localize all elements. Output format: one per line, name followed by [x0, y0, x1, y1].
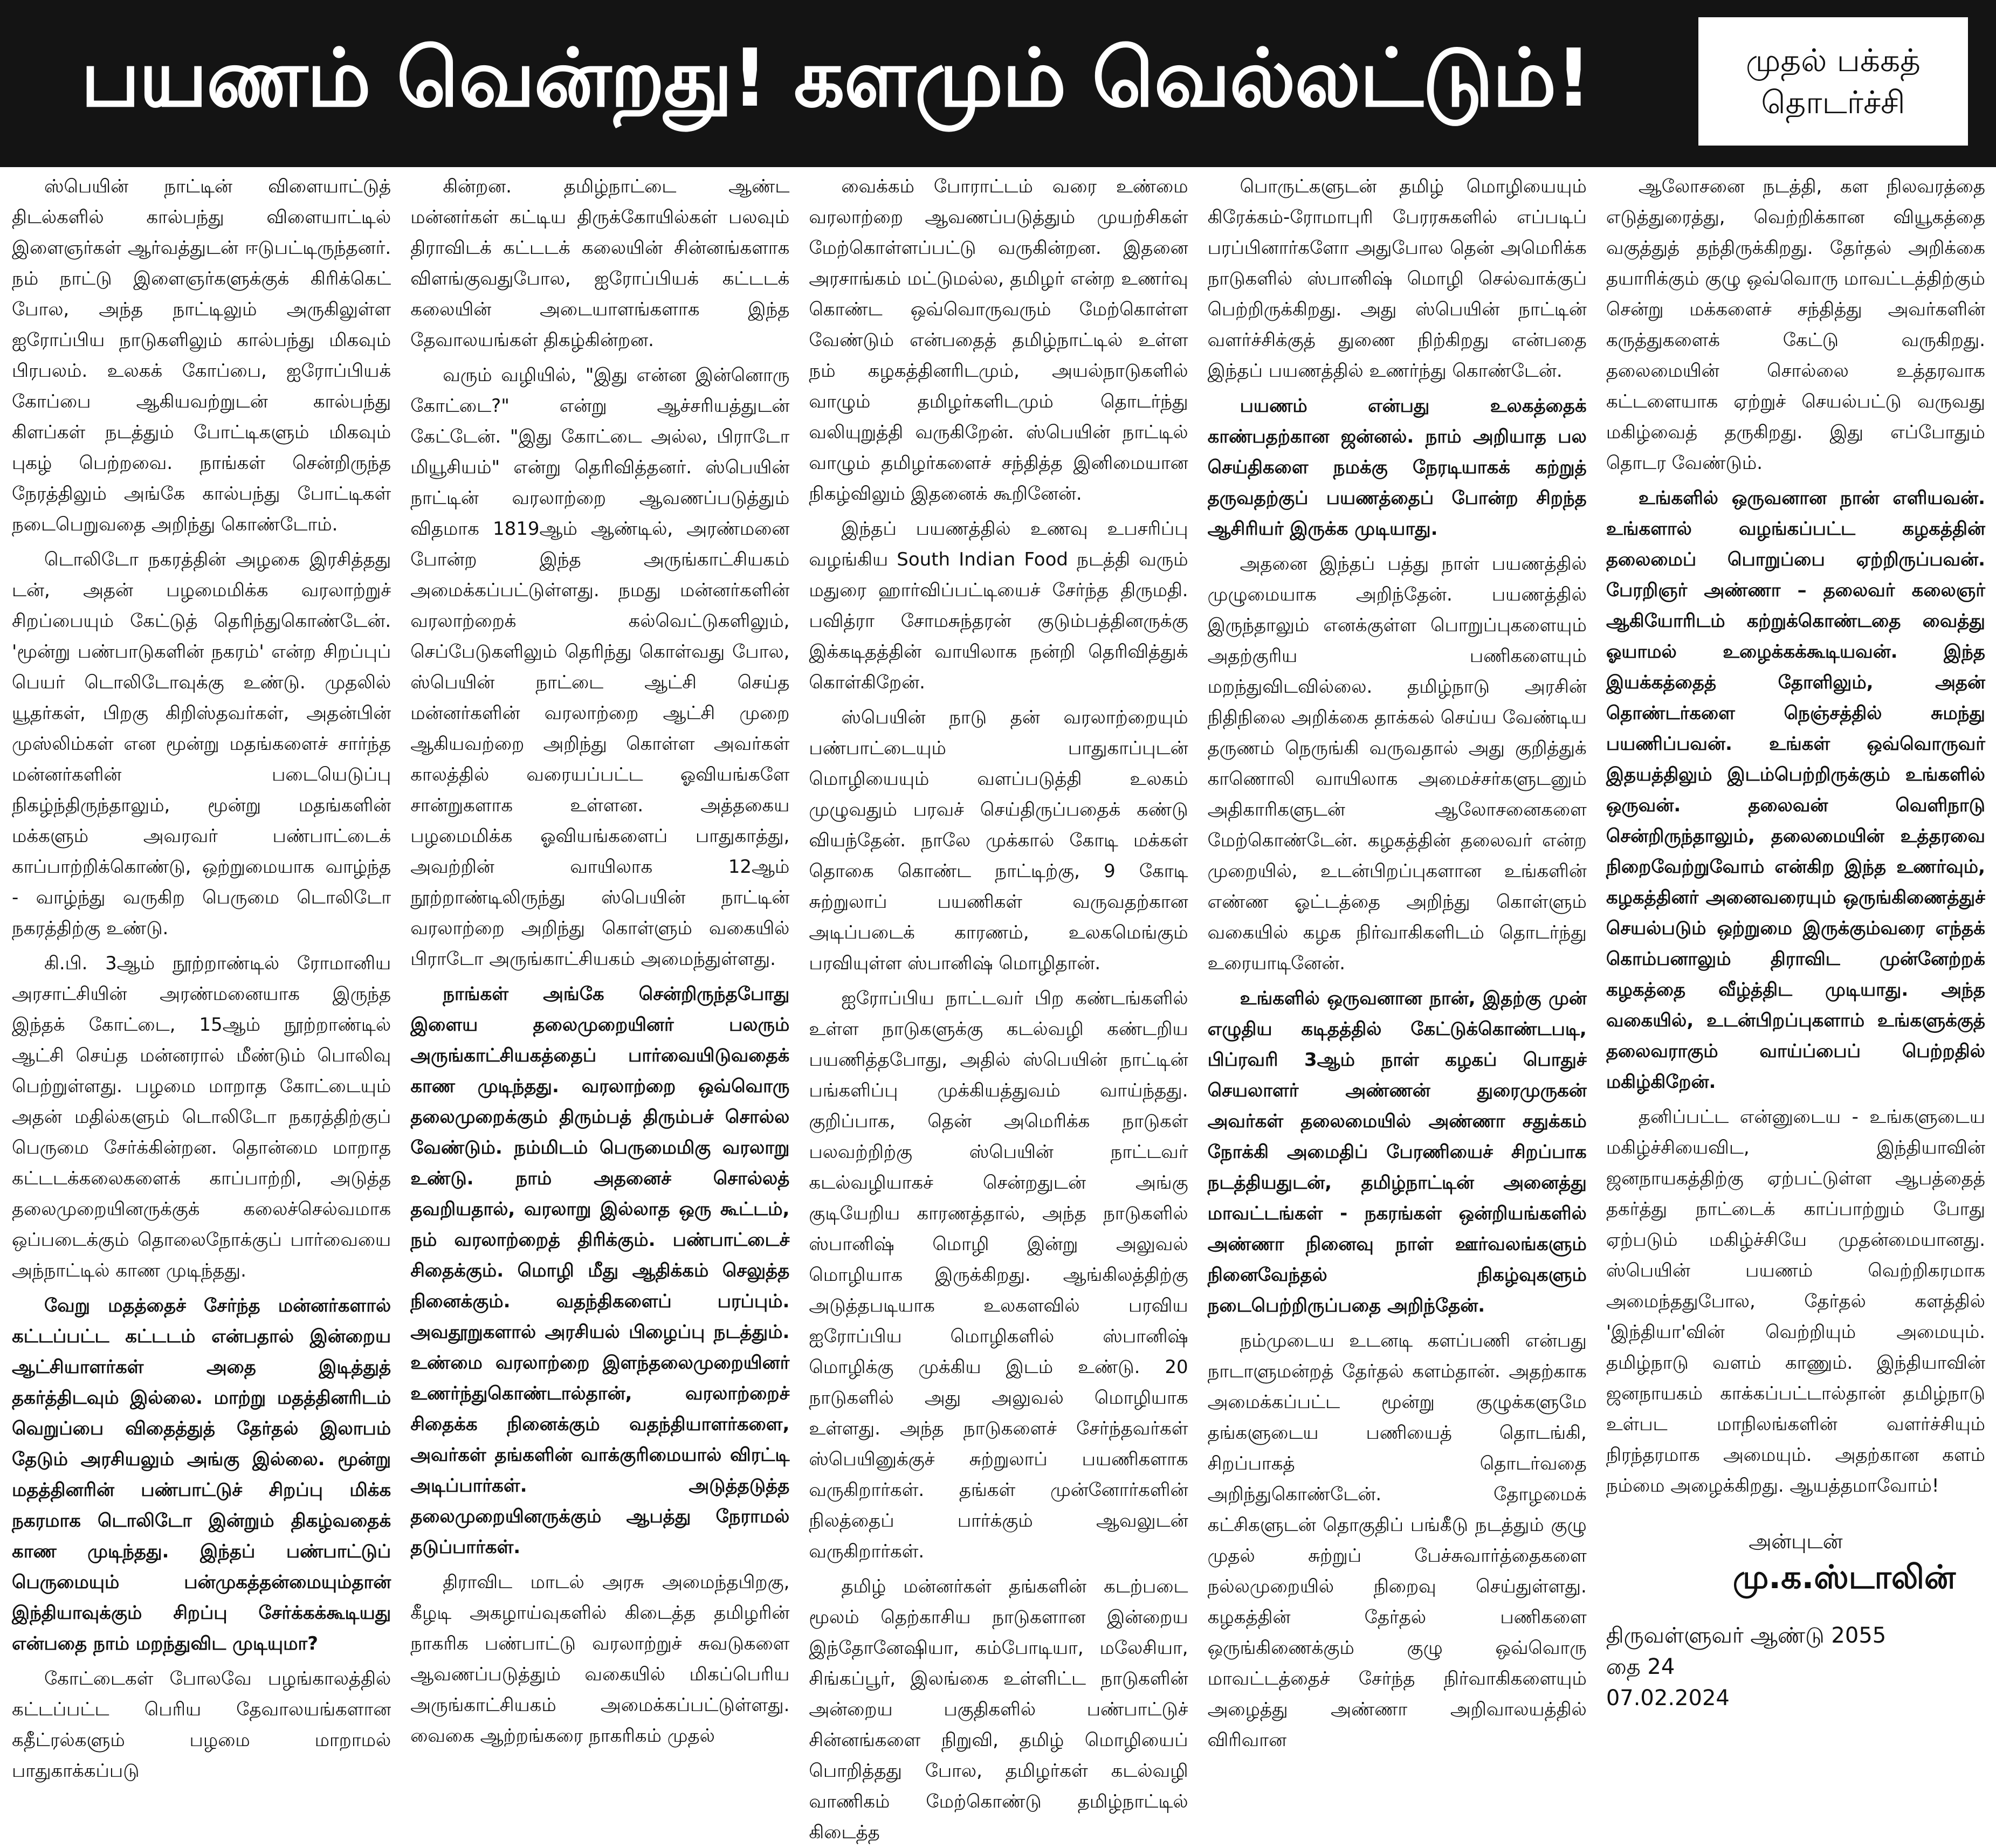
paragraph: திராவிட மாடல் அரசு அமைந்தபிறகு, கீழடி அகழாய்வுகளில் கிடைத்த தமிழரின் நாகரிக பண்பாட்டு வரலாற்றுச் சுவடுகளை ஆவணப்படுத்தும் வகையில் மிகப்பெரிய அருங்காட்சியகம் அமைக்கப்பட்டுள்ளது. வைகை ஆற்றங்கரை நாகரிகம் முதல்: [410, 1571, 790, 1747]
paragraph: வேறு மதத்தைச் சேர்ந்த மன்னர்களால் கட்டப்பட்ட கட்டடம் என்பதால் இன்றைய ஆட்சியாளர்கள் அதை இடித்துத் தகர்த்திடவும் இல்லை. மாற்று மதத்தினரிடம் வெறுப்பை விதைத்துத் தேர்தல் இலாபம் தேடும் அரசியலும் அங்கு இல்லை. மூன்று மதத்தினரின் பண்பாட்டுச் சிறப்பு மிக்க நகரமாக டொலிடோ இன்றும் திகழ்வதைக் காண முடிந்தது. இந்தப் பண்பாட்டுப் பெருமையும் பன்முகத்தன்மையும்தான் இந்தியாவுக்கும் சிறப்பு சேர்க்கக்கூடியது என்பதை நாம் மறந்துவிட முடியுமா?: [12, 1295, 391, 1654]
signature-block: [1606, 1506, 1985, 1714]
author-name: மு.க.ஸ்டாலின்: [1732, 1559, 1956, 1596]
tamil-date: தை 24: [1606, 1654, 1675, 1679]
headline: பயணம் வென்றது! களமும் வெல்லட்டும்!: [80, 32, 1591, 125]
paragraph: பொருட்களுடன் தமிழ் மொழியையும் கிரேக்கம்-ரோமாபுரி பேரரசுகளில் எப்படிப் பரப்பினார்களோ அதுபோல தென் அமெரிக்க நாடுகளில் ஸ்பானிஷ் மொழி செல்வாக்குப் பெற்றிருக்கிறது. அது ஸ்பெயின் நாட்டின் வளர்ச்சிக்குத் துணை நிற்கிறது என்பதை இந்தப் பயணத்தில் உணர்ந்து கொண்டேன்.: [1207, 176, 1587, 382]
paragraph: தனிப்பட்ட என்னுடைய - உங்களுடைய மகிழ்ச்சியைவிட, இந்தியாவின் ஜனநாயகத்திற்கு ஏற்பட்டுள்ள ஆபத்தைத் தகர்த்து நாட்டைக் காப்பாற்றும் போது ஏற்படும் மகிழ்ச்சியே முதன்மையானது. ஸ்பெயின் பயணம் வெற்றிகரமாக அமைந்ததுபோல, தேர்தல் களத்தில் 'இந்தியா'வின் வெற்றியும் அமையும். தமிழ்நாடு வளம் காணும். இந்தியாவின் ஜனநாயகம் காக்கப்பட்டால்தான் தமிழ்நாடு உள்பட மாநிலங்களின் வளர்ச்சியும் நிரந்தரமாக அமையும். அதற்கான களம் நம்மை அழைக்கிறது. ஆயத்தமாவோம்!: [1606, 1106, 1986, 1497]
paragraph: நம்முடைய உடனடி களப்பணி என்பது நாடாளுமன்றத் தேர்தல் களம்தான். அதற்காக அமைக்கப்பட்ட மூன்று குழுக்களுமே தங்களுடைய பணியைத் தொடங்கி, சிறப்பாகத் தொடர்வதை அறிந்துகொண்டேன். தோழமைக் கட்சிகளுடன் தொகுதிப் பங்கீடு நடத்தும் குழு முதல் சுற்றுப் பேச்சுவார்த்தைகளை நல்லமுறையில் நிறைவு செய்துள்ளது. கழகத்தின் தேர்தல் பணிகளை ஒருங்கிணைக்கும் குழு ஒவ்வொரு மாவட்டத்தைச் சேர்ந்த நிர்வாகிகளையும் அழைத்து அண்ணா அறிவாலயத்தில் விரிவான: [1207, 1330, 1587, 1751]
article-column-2: [410, 171, 790, 1747]
paragraph: அதனை இந்தப் பத்து நாள் பயணத்தில் முழுமையாக அறிந்தேன். பயணத்தில் இருந்தாலும் எனக்குள்ள பொறுப்புகளையும் அதற்குரிய பணிகளையும் மறந்துவிடவில்லை. தமிழ்நாடு அரசின் நிதிநிலை அறிக்கை தாக்கல் செய்ய வேண்டிய தருணம் நெருங்கி வருவதால் அது குறித்துக் காணொலி வாயிலாக அமைச்சர்களுடனும் அதிகாரிகளுடன் ஆலோசனைகளை மேற்கொண்டேன். கழகத்தின் தலைவர் என்ற முறையில், உடன்பிறப்புகளான உங்களின் எண்ண ஓட்டத்தை அறிந்து கொள்ளும் வகையில் கழக நிர்வாகிகளிடம் தொடர்ந்து உரையாடினேன்.: [1207, 553, 1587, 974]
article-column-5: [1606, 171, 1986, 1711]
paragraph: உங்களில் ஒருவனான நான், இதற்கு முன் எழுதிய கடிதத்தில் கேட்டுக்கொண்டபடி, பிப்ரவரி 3ஆம் நாள் கழகப் பொதுச் செயலாளர் அண்ணன் துரைமுருகன் அவர்கள் தலைமையில் அண்ணா சதுக்கம் நோக்கி அமைதிப் பேரணியைச் சிறப்பாக நடத்தியதுடன், தமிழ்நாட்டின் அனைத்து மாவட்டங்கள் - நகரங்கள் ஒன்றியங்களில் அண்ணா நினைவு நாள் ஊர்வலங்களும் நினைவேந்தல் நிகழ்வுகளும் நடைபெற்றிருப்பதை அறிந்தேன்.: [1207, 988, 1587, 1316]
paragraph: பயணம் என்பது உலகத்தைக் காண்பதற்கான ஜன்னல். நாம் அறியாத பல செய்திகளை நமக்கு நேரடியாகக் கற்றுத் தருவதற்குப் பயணத்தைப் போன்ற சிறந்த ஆசிரியர் இருக்க முடியாது.: [1207, 395, 1587, 540]
article-columns: [12, 171, 1986, 1843]
article-column-1: [12, 171, 391, 1782]
masthead: [0, 0, 1996, 167]
paragraph: கோட்டைகள் போலவே பழங்காலத்தில் கட்டப்பட்ட பெரிய தேவாலயங்களான கதீட்ரல்களும் பழமை மாறாமல் பாதுகாக்கப்படு: [12, 1668, 391, 1782]
paragraph: நாங்கள் அங்கே சென்றிருந்தபோது இளைய தலைமுறையினர் பலரும் அருங்காட்சியகத்தைப் பார்வையிடுவதைக் காண முடிந்தது. வரலாற்றை ஒவ்வொரு தலைமுறைக்கும் திரும்பத் திரும்பச் சொல்ல வேண்டும். நம்மிடம் பெருமைமிகு வரலாறு உண்டு. நாம் அதனைச் சொல்லத் தவறியதால், வரலாறு இல்லாத ஒரு கூட்டம், நம் வரலாற்றைத் திரிக்கும். பண்பாட்டைச் சிதைக்கும். மொழி மீது ஆதிக்கம் செலுத்த நினைக்கும். வதந்திகளைப் பரப்பும். அவதூறுகளால் அரசியல் பிழைப்பு நடத்தும். உண்மை வரலாற்றை இளந்தலைமுறையினர் உணர்ந்துகொண்டால்தான், வரலாற்றைச் சிதைக்க நினைக்கும் வதந்தியாளர்களை, அவர்கள் தங்களின் வாக்குரிமையால் விரட்டி அடிப்பார்கள். அடுத்தடுத்த தலைமுறையினருக்கும் ஆபத்து நேராமல் தடுப்பார்கள்.: [410, 983, 790, 1558]
continuation-box: [1698, 17, 1968, 146]
date: 07.02.2024: [1606, 1686, 1730, 1711]
paragraph: வைக்கம் போராட்டம் வரை உண்மை வரலாற்றை ஆவணப்படுத்தும் முயற்சிகள் மேற்கொள்ளப்பட்டு வருகின்றன. இதனை அரசாங்கம் மட்டுமல்ல, தமிழர் என்ற உணர்வு கொண்ட ஒவ்வொருவரும் மேற்கொள்ள வேண்டும் என்பதைத் தமிழ்நாட்டில் உள்ள நம் கழகத்தினரிடமும், அயல்நாடுகளில் வாழும் தமிழர்களிடமும் தொடர்ந்து வலியுறுத்தி வருகிறேன். ஸ்பெயின் நாட்டில் வாழும் தமிழர்களைச் சந்தித்த இனிமையான நிகழ்விலும் இதனைக் கூறினேன்.: [809, 176, 1188, 505]
paragraph: கி.பி. 3ஆம் நூற்றாண்டில் ரோமானிய அரசாட்சியின் அரண்மனையாக இருந்த இந்தக் கோட்டை, 15ஆம் நூற்றாண்டில் ஆட்சி செய்த மன்னரால் மீண்டும் பொலிவு பெற்றுள்ளது. பழமை மாறாத கோட்டையும் அதன் மதில்களும் டொலிடோ நகரத்திற்குப் பெருமை சேர்க்கின்றன. தொன்மை மாறாத கட்டடக்கலைகளைக் காப்பாற்றி, அடுத்த தலைமுறையினருக்குக் கலைச்செல்வமாக ஒப்படைக்கும் தொலைநோக்குப் பார்வையை அந்நாட்டில் காண முடிந்தது.: [12, 953, 391, 1281]
article-column-4: [1207, 171, 1587, 1751]
paragraph: டொலிடோ நகரத்தின் அழகை இரசித்தது டன், அதன் பழமைமிக்க வரலாற்றுச் சிறப்பையும் கேட்டுத் தெரிந்துகொண்டேன். 'மூன்று பண்பாடுகளின் நகரம்' என்ற சிறப்புப் பெயர் டொலிடோவுக்கு உண்டு. முதலில் யூதர்கள், பிறகு கிறிஸ்தவர்கள், அதன்பின் முஸ்லிம்கள் என மூன்று மதங்களைச் சார்ந்த மன்னர்களின் படையெடுப்பு நிகழ்ந்திருந்தாலும், மூன்று மதங்களின் மக்களும் அவரவர் பண்பாட்டைக் காப்பாற்றிக்கொண்டு, ஒற்றுமையாக வாழ்ந்த - வாழ்ந்து வருகிற பெருமை டொலிடோ நகரத்திற்கு உண்டு.: [12, 549, 391, 939]
paragraph: வரும் வழியில், "இது என்ன இன்னொரு கோட்டை?" என்று ஆச்சரியத்துடன் கேட்டேன். "இது கோட்டை அல்ல, பிராடோ மியூசியம்" என்று தெரிவித்தனர். ஸ்பெயின் நாட்டின் வரலாற்றை ஆவணப்படுத்தும் விதமாக 1819ஆம் ஆண்டில், அரண்மனை போன்ற இந்த அருங்காட்சியகம் அமைக்கப்பட்டுள்ளது. நமது மன்னர்களின் வரலாற்றைக் கல்வெட்டுகளிலும், செப்பேடுகளிலும் தெரிந்து கொள்வது போல, ஸ்பெயின் நாட்டை ஆட்சி செய்த மன்னர்களின் வரலாற்றை ஆட்சி முறை ஆகியவற்றை அறிந்து கொள்ள அவர்கள் காலத்தில் வரையப்பட்ட ஓவியங்களே சான்றுகளாக உள்ளன. அத்தகைய பழமைமிக்க ஓவியங்களைப் பாதுகாத்து, அவற்றின் வாயிலாக 12ஆம் நூற்றாண்டிலிருந்து ஸ்பெயின் நாட்டின் வரலாற்றை அறிந்து கொள்ளும் வகையில் பிராடோ அருங்காட்சியகம் அமைந்துள்ளது.: [410, 364, 790, 970]
paragraph: உங்களில் ஒருவனான நான் எளியவன். உங்களால் வழங்கப்பட்ட கழகத்தின் தலைமைப் பொறுப்பை ஏற்றிருப்பவன். பேரறிஞர் அண்ணா – தலைவர் கலைஞர் ஆகியோரிடம் கற்றுக்கொண்டதை வைத்து ஓயாமல் உழைக்கக்கூடியவன். இந்த இயக்கத்தைத் தோளிலும், அதன் தொண்டர்களை நெஞ்சத்தில் சுமந்து பயணிப்பவன். உங்கள் ஒவ்வொருவர் இதயத்திலும் இடம்பெற்றிருக்கும் உங்களில் ஒருவன். தலைவன் வெளிநாடு சென்றிருந்தாலும், தலைமையின் உத்தரவை நிறைவேற்றுவோம் என்கிற இந்த உணர்வும், கழகத்தினர் அனைவரையும் ஒருங்கிணைத்துச் செயல்படும் ஒற்றுமை இருக்கும்வரை எந்தக் கொம்பனாலும் திராவிட முன்னேற்றக் கழகத்தை வீழ்த்திட முடியாது. அந்த வகையில், உடன்பிறப்புகளாம் உங்களுக்குத் தலைவராகும் வாய்ப்பைப் பெற்றதில் மகிழ்கிறேன்.: [1606, 487, 1986, 1093]
paragraph: ஆலோசனை நடத்தி, கள நிலவரத்தை எடுத்துரைத்து, வெற்றிக்கான வியூகத்தை வகுத்துத் தந்திருக்கிறது. தேர்தல் அறிக்கை தயாரிக்கும் குழு ஒவ்வொரு மாவட்டத்திற்கும் சென்று மக்களைச் சந்தித்து அவர்களின் கருத்துகளைக் கேட்டு வருகிறது. தலைமையின் சொல்லை உத்தரவாக கட்டளையாக ஏற்றுச் செயல்பட்டு வருவது மகிழ்வைத் தருகிறது. இது எப்போதும் தொடர வேண்டும்.: [1606, 176, 1986, 474]
paragraph: தமிழ் மன்னர்கள் தங்களின் கடற்படை மூலம் தெற்காசிய நாடுகளான இன்றைய இந்தோனேஷியா, கம்போடியா, மலேசியா, சிங்கப்பூர், இலங்கை உள்ளிட்ட நாடுகளின் அன்றைய பகுதிகளில் பண்பாட்டுச் சின்னங்களை நிறுவி, தமிழ் மொழியைப் பொறித்தது போல, தமிழர்கள் கடல்வழி வாணிகம் மேற்கொண்டு தமிழ்நாட்டில் கிடைத்த: [809, 1576, 1188, 1843]
closing-word: அன்புடன்: [1749, 1529, 1843, 1553]
paragraph: கின்றன. தமிழ்நாட்டை ஆண்ட மன்னர்கள் கட்டிய திருக்கோயில்கள் பலவும் திராவிடக் கட்டடக் கலையின் சின்னங்களாக விளங்குவதுபோல, ஐரோப்பியக் கட்டடக் கலையின் அடையாளங்களாக இந்த தேவாலயங்கள் திகழ்கின்றன.: [410, 176, 790, 351]
thiruvalluvar-year: திருவள்ளுவர் ஆண்டு 2055: [1606, 1623, 1887, 1648]
paragraph: ஐரோப்பிய நாட்டவர் பிற கண்டங்களில் உள்ள நாடுகளுக்கு கடல்வழி கண்டறிய பயணித்தபோது, அதில் ஸ்பெயின் நாட்டின் பங்களிப்பு முக்கியத்துவம் வாய்ந்தது. குறிப்பாக, தென் அமெரிக்க நாடுகள் பலவற்றிற்கு ஸ்பெயின் நாட்டவர் கடல்வழியாகச் சென்றதுடன் அங்கு குடியேறிய காரணத்தால், அந்த நாடுகளில் ஸ்பானிஷ் மொழி இன்று அலுவல் மொழியாக இருக்கிறது. ஆங்கிலத்திற்கு அடுத்தபடியாக உலகளவில் பரவிய ஐரோப்பிய மொழிகளில் ஸ்பானிஷ் மொழிக்கு முக்கிய இடம் உண்டு. 20 நாடுகளில் அது அலுவல் மொழியாக உள்ளது. அந்த நாடுகளைச் சேர்ந்தவர்கள் ஸ்பெயினுக்குச் சுற்றுலாப் பயணிகளாக வருகிறார்கள். தங்கள் முன்னோர்களின் நிலத்தைப் பார்க்கும் ஆவலுடன் வருகிறார்கள்.: [809, 988, 1188, 1562]
continuation-line-1: முதல் பக்கத்: [1746, 42, 1921, 79]
article-column-3: [809, 171, 1188, 1843]
continuation-line-2: தொடர்ச்சி: [1761, 84, 1905, 121]
paragraph: ஸ்பெயின் நாட்டின் விளையாட்டுத் திடல்களில் கால்பந்து விளையாட்டில் இளைஞர்கள் ஆர்வத்துடன் ஈடுபட்டிருந்தனர். நம் நாட்டு இளைஞர்களுக்குக் கிரிக்கெட் போல, அந்த நாட்டிலும் அருகிலுள்ள ஐரோப்பிய நாடுகளிலும் கால்பந்து மிகவும் பிரபலம். உலகக் கோப்பை, ஐரோப்பியக் கோப்பை ஆகியவற்றுடன் கால்பந்து கிளப்கள் நடத்தும் போட்டிகளும் மிகவும் புகழ் பெற்றவை. நாங்கள் சென்றிருந்த நேரத்திலும் அங்கே கால்பந்து போட்டிகள் நடைபெறுவதை அறிந்து கொண்டோம்.: [12, 176, 391, 535]
paragraph: இந்தப் பயணத்தில் உணவு உபசரிப்பு வழங்கிய South Indian Food நடத்தி வரும் மதுரை ஹார்விப்பட்டியைச் சேர்ந்த திருமதி. பவித்ரா சோமசுந்தரன் குடும்பத்தினருக்கு இக்கடிதத்தின் வாயிலாக நன்றி தெரிவித்துக் கொள்கிறேன்.: [809, 518, 1188, 693]
column-5-body: [1606, 171, 1985, 1501]
paragraph: ஸ்பெயின் நாடு தன் வரலாற்றையும் பண்பாட்டையும் பாதுகாப்புடன் மொழியையும் வளப்படுத்தி உலகம் முழுவதும் பரவச் செய்திருப்பதைக் கண்டு வியந்தேன். நாலே முக்கால் கோடி மக்கள் தொகை கொண்ட நாட்டிற்கு, 9 கோடி சுற்றுலாப் பயணிகள் வருவதற்கான அடிப்படைக் காரணம், உலகமெங்கும் பரவியுள்ள ஸ்பானிஷ் மொழிதான்.: [809, 707, 1188, 974]
